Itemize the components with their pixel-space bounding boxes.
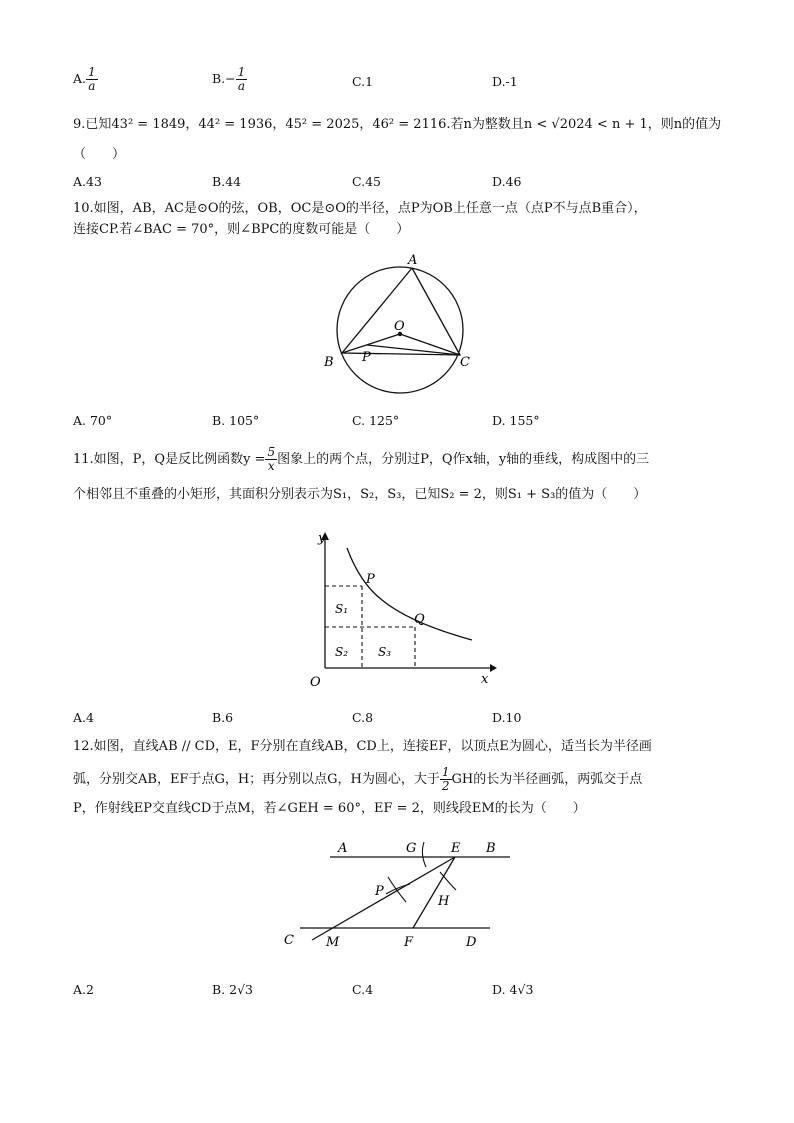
q11-option-a: A.4: [73, 710, 94, 725]
q11-stem-pre: 11.如图，P，Q是反比例函数y =: [73, 452, 266, 467]
q11-frac-den: x: [267, 459, 275, 473]
q12-label-d: D: [466, 935, 477, 950]
q10-label-c: C: [460, 355, 470, 370]
q11-stem-line1: [73, 446, 649, 473]
q11-option-d: D.10: [492, 710, 522, 725]
q12-stem-pre: 弧，分别交AB，EF于点G，H；再分别以点G，H为圆心，大于: [73, 772, 440, 787]
q10-label-b: B: [324, 355, 334, 370]
q10-label-a: A: [408, 253, 418, 268]
q12-stem-line1: 12.如图，直线AB // CD，E，F分别在直线AB，CD上，连接EF，以顶点E为圆心，适当长为半径画: [73, 739, 652, 754]
q8-option-b-den: a: [237, 79, 246, 93]
q12-stem-post: GH的长为半径画弧，两弧交于点: [451, 772, 643, 787]
q12-label-g: G: [406, 841, 417, 856]
q11-label-q: Q: [414, 612, 425, 627]
q12-label-c: C: [284, 933, 294, 948]
q11-label-p: P: [366, 572, 375, 587]
q10-option-c: C. 125°: [352, 413, 400, 428]
q12-label-f: F: [404, 935, 414, 950]
q12-arc-g: [422, 842, 426, 867]
q8-option-b-num: 1: [237, 65, 246, 79]
q11-label-x: x: [481, 672, 489, 687]
q12-label-p: P: [375, 884, 384, 899]
q10-segment-ob: [342, 334, 400, 353]
q12-label-b: B: [486, 841, 496, 856]
q12-option-d: D. 4√3: [492, 982, 534, 997]
q12-segment-ef: [413, 857, 455, 928]
q11-label-s3: S₃: [378, 645, 392, 659]
q8-option-b-sign: −: [225, 71, 236, 86]
q12-option-a: A.2: [73, 982, 94, 997]
q12-frac-den: 2: [441, 779, 450, 793]
q8-option-a-num: 1: [88, 65, 96, 79]
q12-frac-num: 1: [441, 765, 450, 779]
q9-stem-line2: （ ）: [73, 147, 126, 162]
q11-label-o: O: [310, 675, 321, 690]
q12-arc-p1: [388, 877, 406, 902]
q10-stem-line2: 连接CP.若∠BAC = 70°，则∠BPC的度数可能是（ ）: [73, 222, 410, 237]
q12-label-a: A: [338, 841, 348, 856]
q8-option-a-prefix: A.: [73, 71, 87, 86]
q11-stem-post: 图象上的两个点，分别过P，Q作x轴，y轴的垂线，构成图中的三: [277, 452, 650, 467]
q12-stem-line3: P，作射线EP交直线CD于点M，若∠GEH = 60°，EF = 2，则线段EM的长为（ ）: [73, 801, 586, 816]
q12-label-e: E: [451, 841, 461, 856]
q8-option-a-fraction: [86, 66, 98, 93]
q12-stem-line2: [73, 766, 642, 793]
q11-stem-line2: 个相邻且不重叠的小矩形，其面积分别表示为S₁，S₂，S₃，已知S₂ = 2，则S₁ + S₃的值为（ ）: [73, 487, 647, 502]
q11-curve: [347, 548, 472, 640]
q12-stem-fraction: [440, 766, 452, 793]
q12-geometry-figure: [280, 832, 520, 962]
q12-arc-h: [440, 872, 456, 890]
q8-option-a-den: a: [88, 79, 96, 93]
q12-option-b: B. 2√3: [212, 982, 254, 997]
q8-option-a: [73, 66, 98, 93]
q12-label-m: M: [326, 935, 340, 950]
q9-stem-line1: 9.已知43² = 1849，44² = 1936，45² = 2025，46² = 2116.若n为整数且n < √2024 < n + 1，则n的值为: [73, 117, 722, 132]
q12-option-c: C.4: [352, 982, 374, 997]
q10-option-d: D. 155°: [492, 413, 540, 428]
q9-option-b: B.44: [212, 174, 242, 189]
q8-option-d: D.-1: [492, 74, 518, 89]
q11-label-s2: S₂: [335, 645, 349, 659]
q9-option-d: D.46: [492, 174, 522, 189]
q11-graph-figure: [300, 528, 500, 698]
q11-x-arrow: [490, 664, 497, 672]
q10-stem-line1: 10.如图，AB，AC是⊙O的弦，OB，OC是⊙O的半径，点P为OB上任意一点（点P不与点B重合），: [73, 201, 647, 216]
q8-option-c: C.1: [352, 74, 374, 89]
q10-option-b: B. 105°: [212, 413, 260, 428]
q10-option-a: A. 70°: [73, 413, 113, 428]
q11-stem-fraction: [265, 446, 277, 473]
q11-label-s1: S₁: [335, 602, 349, 616]
q8-option-b: [212, 66, 247, 93]
q11-option-c: C.8: [352, 710, 374, 725]
q11-frac-num: 5: [267, 445, 276, 459]
q12-label-h: H: [438, 894, 450, 909]
q10-circle-figure: [320, 250, 480, 410]
q8-option-b-prefix: B.: [212, 71, 226, 86]
q10-label-p: P: [362, 350, 371, 365]
q8-option-b-fraction: [236, 66, 248, 93]
q11-label-y: y: [318, 531, 326, 546]
q11-option-b: B.6: [212, 710, 234, 725]
q9-option-c: C.45: [352, 174, 381, 189]
q9-option-a: A.43: [73, 174, 102, 189]
q10-label-o: O: [394, 319, 405, 334]
